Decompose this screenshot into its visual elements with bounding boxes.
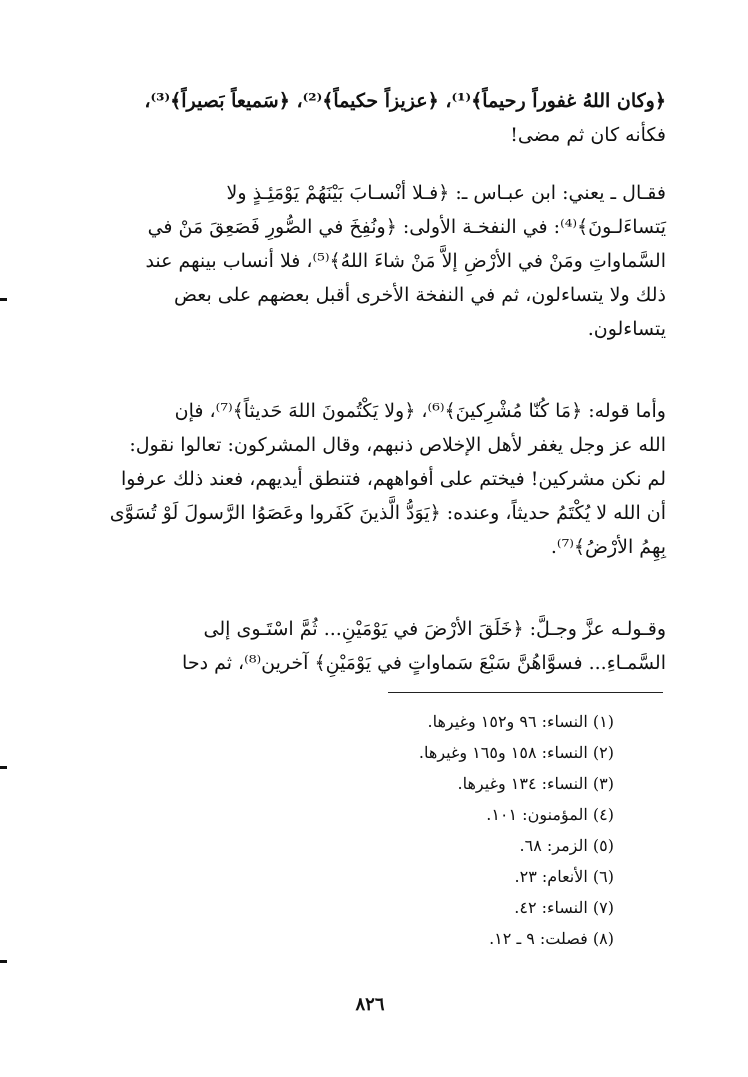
footnote-5: (٥) الزمر: ٦٨. <box>519 836 614 855</box>
text-line: السَّمـاءِ... فسوَّاهُنَّ سَبْعَ سَماواتٍ في يَوْمَيْنِ﴾ آخرين⁽⁸⁾، ثم دحا <box>182 652 666 674</box>
footnote-divider <box>388 692 663 693</box>
scan-edge-mark <box>0 766 7 769</box>
scan-edge-mark <box>0 960 7 963</box>
text-line: وقـولـه عزَّ وجـلَّ: ﴿خَلَقَ الأرْضَ في يَوْمَيْنِ... ثُمَّ اسْتَـوى إلى <box>203 618 666 640</box>
footnote-8: (٨) فصلت: ٩ ـ ١٢. <box>489 929 614 948</box>
text-line: يَتساءَلـونَ﴾⁽⁴⁾: في النفخـة الأولى: ﴿ونُفِخَ في الصُّورِ فَصَعِقَ مَنْ في <box>147 216 666 238</box>
text-line: لم نكن مشركين! فيختم على أفواههم، فتنطق أيديهم، فعند ذلك عرفوا <box>120 468 666 490</box>
paragraph-3 <box>76 394 666 564</box>
text-line: فقـال ـ يعني: ابن عبـاس ـ: ﴿فـلا أنْسـابَ بَيْنَهُمْ يَوْمَئِـذٍ ولا <box>226 182 666 204</box>
footnote-4: (٤) المؤمنون: ١٠١. <box>486 805 614 824</box>
footnote-6: (٦) الأنعام: ٢٣. <box>514 867 614 886</box>
text-line: فكأنه كان ثم مضى! <box>510 124 666 146</box>
footnote-7: (٧) النساء: ٤٢. <box>514 898 614 917</box>
page-number: ٨٢٦ <box>355 994 385 1015</box>
footnote-2: (٢) النساء: ١٥٨ و١٦٥ وغيرها. <box>418 743 614 762</box>
paragraph-4 <box>76 612 666 680</box>
text-line: السَّماواتِ ومَنْ في الأرْضِ إلاَّ مَنْ شاءَ اللهُ﴾⁽⁵⁾، فلا أنساب بينهم عند <box>145 250 666 272</box>
text-line: بِهِمُ الأرْضُ﴾⁽⁷⁾. <box>550 536 666 558</box>
text-line: ﴿وكان اللهُ غفوراً رحيماً﴾⁽¹⁾، ﴿عزيزاً حكيماً﴾⁽²⁾، ﴿سَميعاً بَصيراً﴾⁽³⁾، <box>144 90 666 112</box>
text-line: ذلك ولا يتساءلون، ثم في النفخة الأخرى أقبل بعضهم على بعض <box>174 284 666 306</box>
footnote-1: (١) النساء: ٩٦ و١٥٢ وغيرها. <box>427 712 614 731</box>
footnotes <box>419 706 614 954</box>
text-line: وأما قوله: ﴿مَا كُنّا مُشْرِكينَ﴾⁽⁶⁾، ﴿ولا يَكْتُمونَ اللهَ حَديثاً﴾⁽⁷⁾، فإن <box>174 400 666 422</box>
text-line: أن الله لا يُكْتَمُ حديثاً، وعنده: ﴿يَوَدُّ الَّذينَ كَفَروا وعَصَوُا الرَّسولَ لَوْ تُسَوَّى <box>109 502 666 524</box>
text-line: الله عز وجل يغفر لأهل الإخلاص ذنبهم، وقال المشركون: تعالوا نقول: <box>129 434 666 456</box>
footnote-3: (٣) النساء: ١٣٤ وغيرها. <box>457 774 614 793</box>
scan-edge-mark <box>0 298 7 301</box>
text-line: يتساءلون. <box>587 318 666 340</box>
paragraph-2 <box>76 176 666 346</box>
paragraph-1 <box>76 84 666 152</box>
